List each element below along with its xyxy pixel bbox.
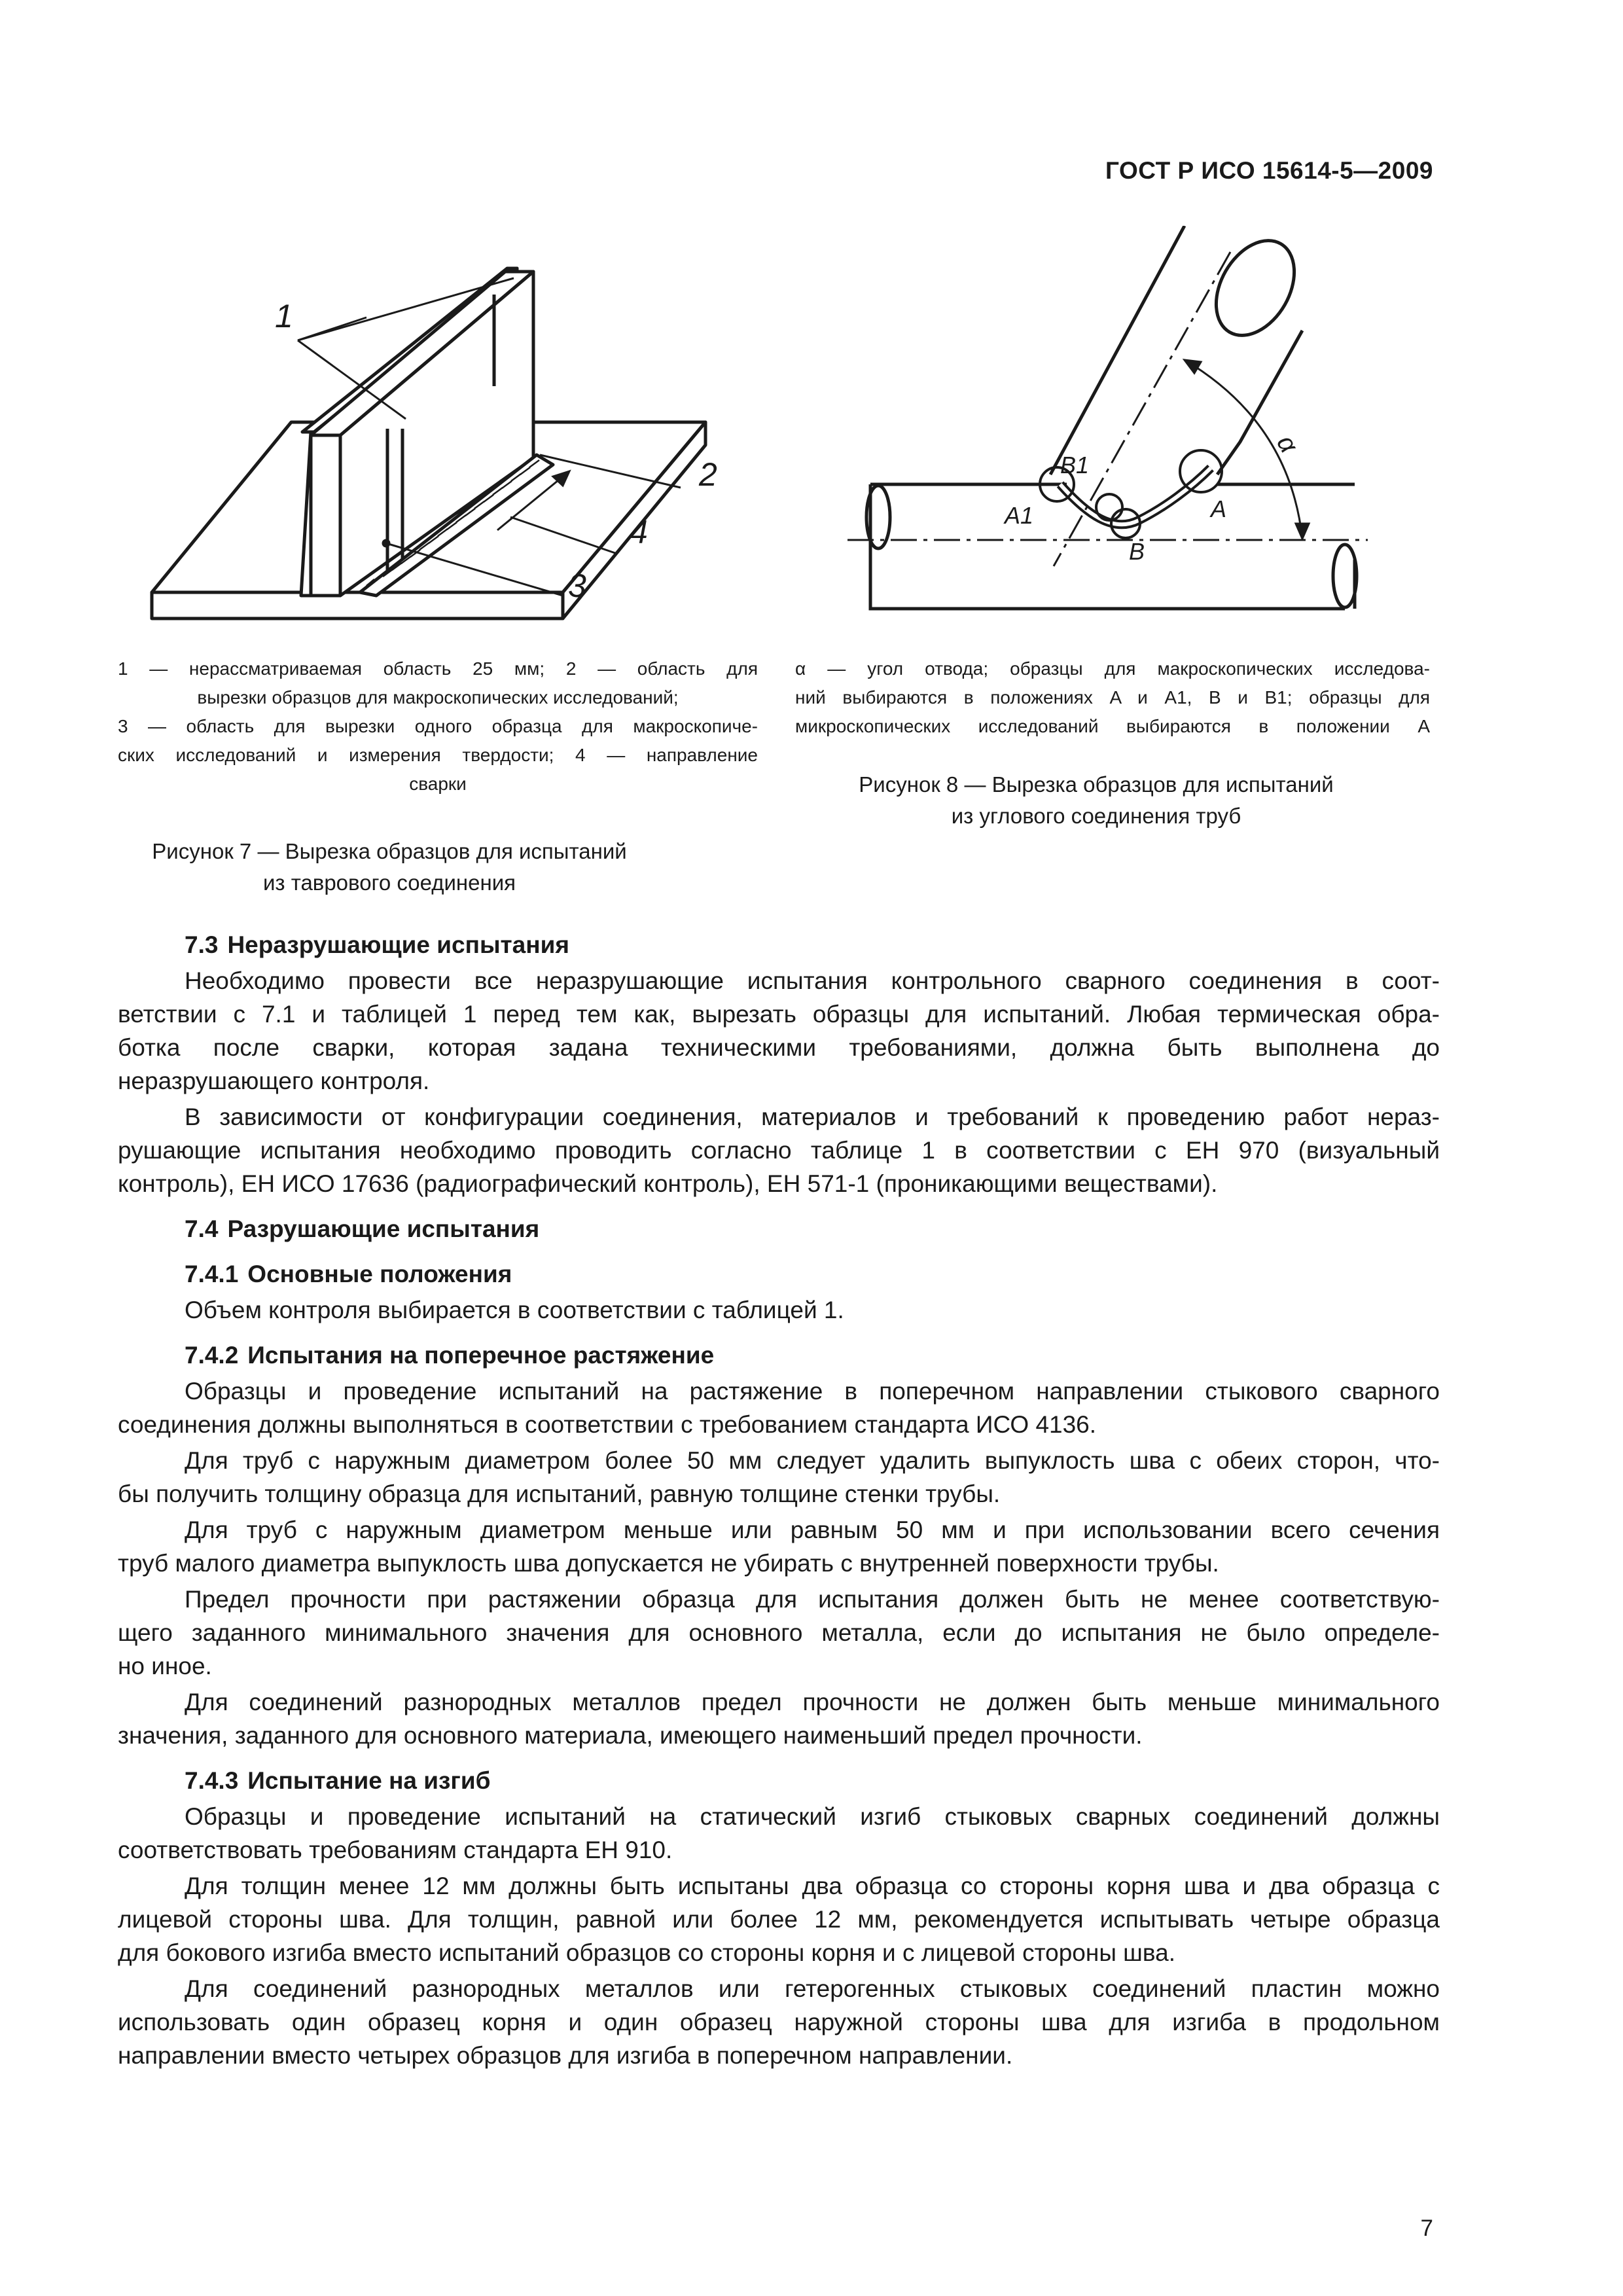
section-heading: 7.4.2 Испытания на поперечное растяжение <box>185 1342 715 1369</box>
legend-line: α — угол отвода; образцы для макроскопических исследова- <box>795 658 1430 679</box>
label-2: 2 <box>699 456 717 493</box>
section-heading: 7.4 Разрушающие испытания <box>185 1215 540 1242</box>
label-b1: B1 <box>1060 452 1090 478</box>
figure-7-t-joint <box>144 255 720 635</box>
paragraph: Образцы и проведение испытаний на растяжение в поперечном направлении стыкового сварного соединения должны выполняться в соответствии с требованием стандарта ИСО 4136. <box>118 1378 1440 1438</box>
label-b: B <box>1129 538 1145 565</box>
paragraph: Для толщин менее 12 мм должны быть испытаны два образца со стороны корня шва и два образца с лицевой стороны шва. Для толщин, равной или более 12 мм, рекомендуется испытывать четыре образца для бокового изгиба вместо испытаний образцов со стороны корня и с лицевой стороны шва. <box>118 1873 1440 1966</box>
legend-line: ний выбираются в положениях A и A1, B и B1; образцы для <box>795 687 1430 708</box>
caption-line: из таврового соединения <box>262 870 516 895</box>
label-a1: A1 <box>1005 502 1034 529</box>
paragraph: Предел прочности при растяжении образца для испытания должен быть не менее соответствую- щего заданного минимального значения для основного металла, если до испытания не было определе- но иное. <box>118 1586 1440 1679</box>
legend-line: 3 — область для вырезки одного образца для макроскопиче- <box>118 716 758 736</box>
legend-line: 1 — нерассматриваемая область 25 мм; 2 — область для <box>118 658 758 679</box>
figure-8-pipe-joint <box>844 226 1427 632</box>
section-heading: 7.3 Неразрушающие испытания <box>185 931 569 958</box>
paragraph: Для труб с наружным диаметром более 50 мм следует удалить выпуклость шва с обеих сторон, что- бы получить толщину образца для испытаний, равную толщине стенки трубы. <box>118 1447 1440 1507</box>
figure-8-legend <box>795 655 1430 741</box>
legend-line: ских исследований и измерения твердости; 4 — направление <box>118 745 758 765</box>
label-a: A <box>1211 495 1227 522</box>
figure-7-legend <box>118 655 758 798</box>
body-text <box>118 928 1440 2072</box>
label-4: 4 <box>630 514 648 550</box>
pipe-joint-drawing <box>844 226 1427 632</box>
caption-line: Рисунок 7 — Вырезка образцов для испытаний <box>152 839 627 863</box>
page-number: 7 <box>1420 2215 1433 2241</box>
label-3: 3 <box>568 567 586 604</box>
figure-7-caption <box>111 836 668 899</box>
legend-line: микроскопических исследований выбираются в положении A <box>795 716 1430 736</box>
section-heading: 7.4.1 Основные положения <box>185 1261 512 1287</box>
label-1: 1 <box>275 298 293 334</box>
caption-line: из углового соединения труб <box>951 804 1241 828</box>
paragraph: Необходимо провести все неразрушающие испытания контрольного сварного соединения в соот- ветствии с 7.1 и таблицей 1 перед тем как, вырезать образцы для испытаний. Любая термическая обра- ботка после сварки, которая задана техническими требованиями, должна быть выполнена до неразрушающего контроля. <box>118 967 1440 1094</box>
paragraph: Для соединений разнородных металлов предел прочности не должен быть меньше минимального значения, заданного для основного материала, имеющего наименьший предел прочности. <box>118 1689 1440 1749</box>
label-alpha: α <box>1271 430 1304 458</box>
t-joint-drawing <box>144 255 720 635</box>
document-id: ГОСТ Р ИСО 15614-5—2009 <box>1105 157 1433 184</box>
figure-8-caption <box>818 769 1374 832</box>
section-heading: 7.4.3 Испытание на изгиб <box>185 1767 491 1794</box>
legend-line: вырезки образцов для макроскопических исследований; <box>197 687 679 708</box>
caption-line: Рисунок 8 — Вырезка образцов для испытаний <box>859 772 1334 797</box>
paragraph: В зависимости от конфигурации соединения, материалов и требований к проведению работ нераз- рушающие испытания необходимо проводить согласно таблице 1 в соответствии с ЕН 970 (визуальный контроль), ЕН ИСО 17636 (радиографический контроль), ЕН 571-1 (проникающими веществами). <box>118 1103 1440 1197</box>
paragraph: Для труб с наружным диаметром меньше или равным 50 мм и при использовании всего сечения труб малого диаметра выпуклость шва допускается не убирать с внутренней поверхности трубы. <box>118 1516 1440 1577</box>
legend-line: сварки <box>409 774 467 794</box>
paragraph: Образцы и проведение испытаний на статический изгиб стыковых сварных соединений должны соответствовать требованиям стандарта ЕН 910. <box>118 1803 1440 1863</box>
paragraph: Объем контроля выбирается в соответствии с таблицей 1. <box>185 1297 844 1323</box>
paragraph: Для соединений разнородных металлов или гетерогенных стыковых соединений пластин можно использовать один образец корня и один образец наружной стороны шва для изгиба в продольном направлении вместо четырех образцов для изгиба в поперечном направлении. <box>118 1975 1440 2069</box>
